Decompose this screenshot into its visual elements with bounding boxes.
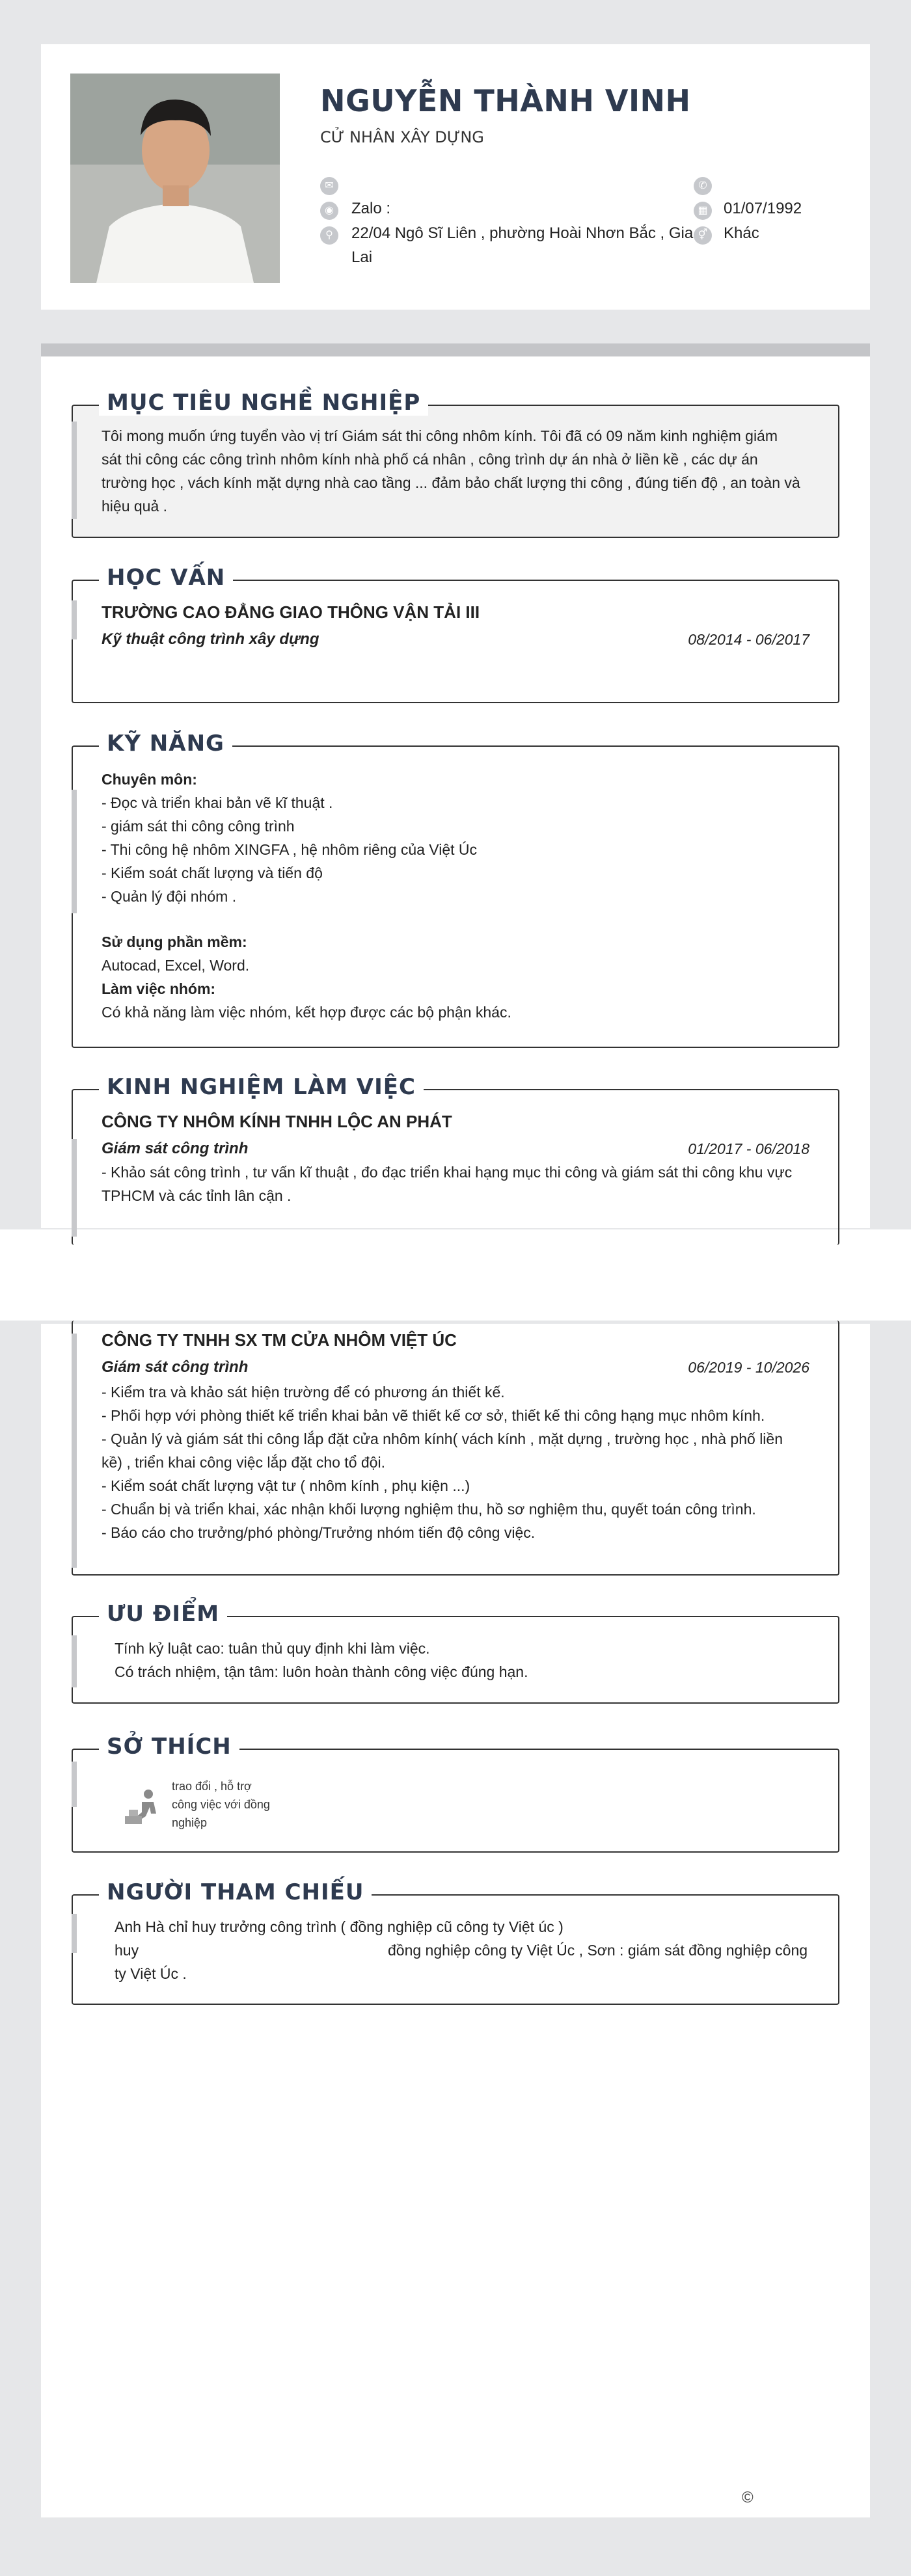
strength-item: Có trách nhiệm, tận tâm: luôn hoàn thành công việc đúng hạn. (115, 1663, 528, 1680)
profile-photo (70, 74, 280, 283)
objective-line: hiệu quả . (102, 498, 168, 515)
phone-icon: ✆ (694, 177, 712, 195)
references-bar (72, 1914, 77, 1953)
education-bar (72, 600, 77, 639)
objective-bar (72, 422, 77, 519)
zalo-label: Zalo : (351, 200, 391, 217)
strengths-bar (72, 1635, 77, 1687)
section-experience (72, 1074, 839, 1245)
section-references (72, 1879, 839, 2005)
section-experience-continued (72, 1321, 839, 1576)
candidate-title: CỬ NHÂN XÂY DỰNG (320, 128, 484, 146)
experience-bar-2 (72, 1334, 77, 1568)
job-line: - Kiểm tra và khảo sát hiện trường để có phương án thiết kế. (102, 1384, 505, 1401)
gender: Khác (724, 224, 759, 242)
section-skills (72, 731, 839, 1048)
skill-item: - Đọc và triển khai bản vẽ kĩ thuật . (102, 794, 333, 811)
references-heading: NGƯỜI THAM CHIẾU (99, 1879, 372, 1905)
skill-item: - giám sát thi công công trình (102, 818, 295, 835)
section-education (72, 565, 839, 703)
skill-item: - Quản lý đội nhóm . (102, 888, 237, 905)
experience-bar (72, 1139, 77, 1237)
job-line: - Báo cáo cho trưởng/phó phòng/Trưởng nhóm tiến độ công việc. (102, 1524, 536, 1541)
job-line: - Chuẩn bị và triển khai, xác nhận khối lượng nghiệm thu, hồ sơ nghiệm thu, quyết toán công trình. (102, 1501, 756, 1518)
teamwork-icon (122, 1788, 164, 1830)
team-title: Làm việc nhóm: (102, 980, 216, 997)
skill-item: - Thi công hệ nhôm XINGFA , hệ nhôm riêng của Việt Úc (102, 841, 478, 858)
objective-line: trường học , vách kính mặt dựng nhà cao tầng ... đảm bảo chất lượng thi công , đúng tiến độ , an toàn và (102, 474, 800, 491)
hobby-line: nghiệp (172, 1816, 208, 1829)
job-line: - Quản lý và giám sát thi công lắp đặt cửa nhôm kính( vách kính , mặt dựng , trường học , nhà phố liền (102, 1430, 783, 1447)
reference-line-2a: huy (115, 1942, 139, 1959)
experience-heading: KINH NGHIỆM LÀM VIỆC (99, 1074, 424, 1100)
company-name: CÔNG TY NHÔM KÍNH TNHH LỘC AN PHÁT (102, 1112, 452, 1131)
hobby-line: trao đổi , hỗ trợ (172, 1780, 252, 1793)
hobbies-heading: SỞ THÍCH (99, 1734, 239, 1760)
job-line: kề) , triển khai công việc lắp đặt cho tổ đội. (102, 1454, 385, 1471)
skills-pro-title: Chuyên môn: (102, 771, 197, 788)
hobbies-bar (72, 1762, 77, 1807)
job-line: - Kiểm soát chất lượng vật tư ( nhôm kính , phụ kiện ...) (102, 1477, 470, 1494)
skills-bar (72, 790, 77, 913)
chat-icon: ◉ (320, 202, 338, 220)
job-role: Giám sát công trình (102, 1140, 249, 1157)
location-icon: ⚲ (320, 226, 338, 245)
software-title: Sử dụng phần mềm: (102, 933, 247, 950)
school-name: TRƯỜNG CAO ĐẲNG GIAO THÔNG VẬN TẢI III (102, 602, 480, 622)
objective-line: sát thi công các công trình nhôm kính nhà phố cá nhân , công trình dự án nhà ở liền kề , các dự án (102, 451, 758, 468)
job-line: TPHCM và các tỉnh lân cận . (102, 1187, 292, 1204)
date-of-birth: 01/07/1992 (724, 200, 802, 217)
address: 22/04 Ngô Sĩ Liên , phường Hoài Nhơn Bắc , Gia (351, 224, 694, 242)
strengths-text (115, 1637, 528, 1684)
strengths-heading: ƯU ĐIỂM (99, 1601, 227, 1627)
education-period: 08/2014 - 06/2017 (688, 631, 809, 648)
job-period: 06/2019 - 10/2026 (688, 1359, 809, 1376)
gender-icon: ⚥ (694, 226, 712, 245)
company-name: CÔNG TY TNHH SX TM CỬA NHÔM VIỆT ÚC (102, 1330, 457, 1350)
job-period: 01/2017 - 06/2018 (688, 1140, 809, 1157)
skills-heading: KỸ NĂNG (99, 731, 232, 757)
objective-text (102, 424, 800, 518)
section-hobbies (72, 1734, 839, 1853)
job-description (102, 1380, 783, 1544)
skill-item: - Kiểm soát chất lượng và tiến độ (102, 865, 323, 881)
job-line: - Phối hợp với phòng thiết kế triển khai bản vẽ thiết kế cơ sở, thiết kế thi công hạng mục nhôm kính. (102, 1407, 765, 1424)
section-strengths (72, 1601, 839, 1704)
job-line: - Khảo sát công trình , tư vấn kĩ thuật , đo đạc triển khai hạng mục thi công và giám sát thi công khu vực (102, 1164, 793, 1181)
software-list: Autocad, Excel, Word. (102, 957, 250, 974)
address-line2: Lai (351, 248, 373, 266)
reference-line-1: Anh Hà chỉ huy trưởng công trình ( đồng nghiệp cũ công ty Việt úc ) (115, 1918, 564, 1935)
job-role: Giám sát công trình (102, 1358, 249, 1376)
job-description (102, 1161, 792, 1207)
section-objective (72, 390, 839, 538)
reference-line-3: ty Việt Úc . (115, 1965, 187, 1982)
objective-line: Tôi mong muốn ứng tuyển vào vị trí Giám sát thi công nhôm kính. Tôi đã có 09 năm kinh nghiệm giám (102, 427, 778, 444)
copyright-mark: © (742, 2489, 754, 2506)
objective-heading: MỤC TIÊU NGHỀ NGHIỆP (99, 390, 428, 416)
email-icon: ✉ (320, 177, 338, 195)
candidate-name: NGUYỄN THÀNH VINH (320, 83, 691, 118)
education-heading: HỌC VẤN (99, 565, 233, 591)
calendar-icon: ▦ (694, 202, 712, 220)
hobby-text (172, 1777, 270, 1832)
major: Kỹ thuật công trình xây dựng (102, 630, 320, 648)
strength-item: Tính kỷ luật cao: tuân thủ quy định khi làm việc. (115, 1640, 430, 1657)
hobby-line: công việc với đồng (172, 1798, 270, 1811)
skills-text (102, 768, 511, 1024)
reference-line-2b: đồng nghiệp công ty Việt Úc , Sơn : giám sát đồng nghiệp công (388, 1942, 808, 1959)
team-text: Có khả năng làm việc nhóm, kết hợp được các bộ phận khác. (102, 1004, 511, 1021)
